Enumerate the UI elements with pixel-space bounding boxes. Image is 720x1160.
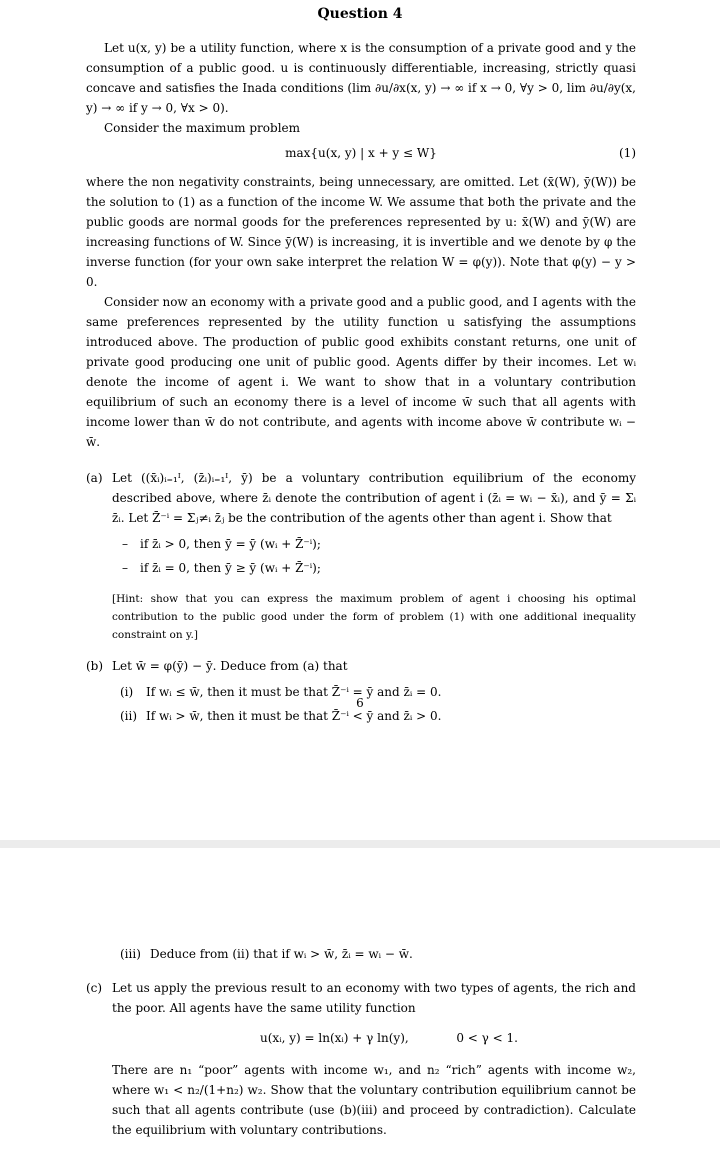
utility-formula (142, 1028, 636, 1048)
maximum-problem (86, 142, 636, 164)
part-a-text: Let ((x̄ᵢ)ᵢ₌₁ᴵ, (z̄ᵢ)ᵢ₌₁ᴵ, ȳ) be a voluntary contribution equilibrium of the economy described above, where z̄ᵢ denote the contribution of agent i (z̄ᵢ = wᵢ − x̄ᵢ), and ȳ = Σᵢ z̄ᵢ. Let Z̄⁻ⁱ = Σⱼ≠ᵢ z̄ⱼ be the contribution of the agents other than agent i. Show that (112, 471, 636, 525)
case-positive-contribution: – if z̄ᵢ > 0, then ȳ = ȳ (wᵢ + Z̄⁻ⁱ); (122, 534, 636, 554)
part-b (86, 656, 636, 730)
item-label: (i) (120, 685, 134, 699)
page-number: 6 (356, 696, 364, 710)
solution-paragraph: where the non negativity constraints, being unnecessary, are omitted. Let (x̄(W), ȳ(W)) be the solution to (1) as a function of the income W. We assume that both the private and the public goods are normal goods for the preferences represented by u: x̄(W) and ȳ(W) are increasing functions of W. Since ȳ(W) is increasing, it is invertible and we denote by φ the inverse function (for your own sake interpret the relation W = φ(y)). Note that φ(y) − y > 0. (86, 175, 636, 289)
item-label: (iii) (120, 947, 141, 961)
gamma-condition: 0 < γ < 1. (456, 1031, 518, 1045)
question-body (86, 38, 636, 730)
case-zero-contribution: – if z̄ᵢ = 0, then ȳ ≥ ȳ (wᵢ + Z̄⁻ⁱ); (122, 558, 636, 578)
equation-number: (1) (619, 146, 636, 160)
part-b-label: (b) (86, 659, 104, 673)
maximum-problem-expression: max{u(x, y) | x + y ≤ W} (285, 146, 437, 160)
item-label: (ii) (120, 709, 138, 723)
part-c (86, 978, 636, 1140)
item-text: If wᵢ > w̄, then it must be that Z̄⁻ⁱ < ȳ and z̄ᵢ > 0. (146, 709, 442, 723)
economy-paragraph: Consider now an economy with a private good and a public good, and I agents with the same preferences represented by the utility function u satisfying the assumptions introduced above. The production of public good exhibits constant returns, one unit of private good producing one unit of public good. Agents differ by their incomes. Let wᵢ denote the income of agent i. We want to show that in a voluntary contribution equilibrium of such an economy there is a level of income w̄ such that all agents with income lower than w̄ do not contribute, and agents with income above w̄ contribute wᵢ − w̄. (86, 295, 636, 449)
page-2 (0, 848, 720, 1160)
item-text: Deduce from (ii) that if wᵢ > w̄, z̄ᵢ = wᵢ − w̄. (150, 947, 413, 961)
part-a-hint: [Hint: show that you can express the maximum problem of agent i choosing his optimal contribution to the public good under the form of problem (1) with one additional inequality constraint on y.] (112, 593, 636, 641)
case-text: if z̄ᵢ > 0, then ȳ = ȳ (wᵢ + Z̄⁻ⁱ); (140, 537, 321, 551)
part-b-item-iii (120, 944, 636, 964)
part-c-text-2: There are n₁ “poor” agents with income w₁, and n₂ “rich” agents with income w₂, where w₁ < n₂/(1+n₂) w₂. Show that the voluntary contribution equilibrium cannot be such that all agents contribute (use (b)(iii) and proceed by contradiction). Calculate the equilibrium with voluntary contributions. (112, 1063, 636, 1137)
page-separator (0, 840, 720, 848)
part-b-text: Let w̄ = φ(ȳ) − ȳ. Deduce from (a) that (112, 659, 348, 673)
question-title: Question 4 (317, 6, 403, 22)
utility-formula-expression: u(xᵢ, y) = ln(xᵢ) + γ ln(y), (260, 1031, 409, 1045)
question-body-continued (86, 940, 636, 1140)
part-a-cases (122, 534, 636, 578)
case-text: if z̄ᵢ = 0, then ȳ ≥ ȳ (wᵢ + Z̄⁻ⁱ); (140, 561, 321, 575)
part-a (86, 468, 636, 644)
consider-paragraph: Consider the maximum problem (104, 121, 301, 135)
intro-paragraph: Let u(x, y) be a utility function, where x is the consumption of a private good and y the consumption of a public good. u is continuously differentiable, increasing, strictly quasi concave and satisfies the Inada conditions (lim ∂u/∂x(x, y) → ∞ if x → 0, ∀y > 0, lim ∂u/∂y(x, y) → ∞ if y → 0, ∀x > 0). (86, 41, 636, 115)
part-c-text: Let us apply the previous result to an economy with two types of agents, the rich and the poor. All agents have the same utility function (112, 981, 636, 1015)
part-a-label: (a) (86, 471, 103, 485)
item-text: If wᵢ ≤ w̄, then it must be that Z̄⁻ⁱ = ȳ and z̄ᵢ = 0. (146, 685, 442, 699)
part-c-label: (c) (86, 981, 103, 995)
